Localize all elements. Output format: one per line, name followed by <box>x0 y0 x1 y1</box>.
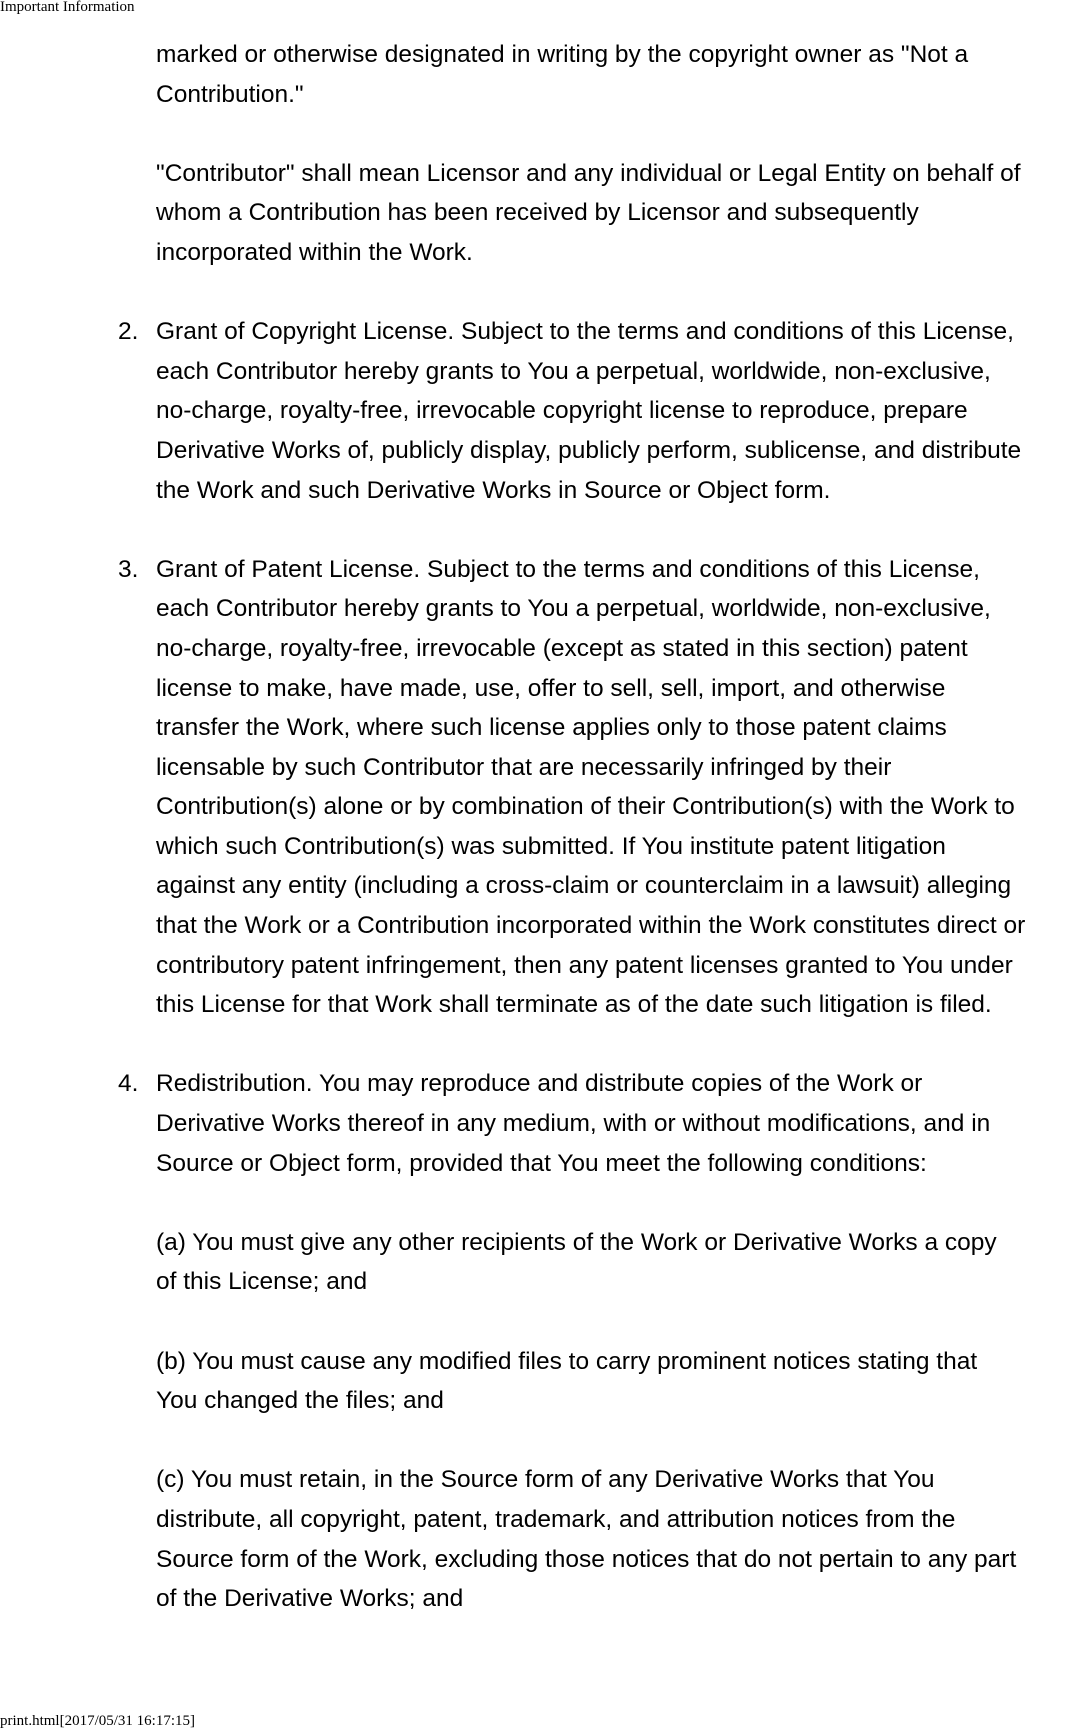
text-line: no-charge, royalty-free, irrevocable copyright license to reproduce, prepare <box>156 397 968 425</box>
section-patent-license <box>118 550 1092 1025</box>
condition-c <box>156 1460 1092 1618</box>
text-line: against any entity (including a cross-claim or counterclaim in a lawsuit) alleging <box>156 872 1012 900</box>
text-line: each Contributor hereby grants to You a perpetual, worldwide, non-exclusive, <box>156 357 991 385</box>
contributor-definition <box>156 154 1092 273</box>
condition-b <box>156 1342 1092 1421</box>
text-line: You changed the files; and <box>156 1387 444 1415</box>
text-line: the Work and such Derivative Works in Source or Object form. <box>156 476 831 504</box>
text-line: Contribution(s) alone or by combination of their Contribution(s) with the Work to <box>156 793 1015 821</box>
page-footer-source: print.html[2017/05/31 16:17:15] <box>0 1713 195 1729</box>
text-line: no-charge, royalty-free, irrevocable (except as stated in this section) patent <box>156 634 968 662</box>
list-number: 4. <box>118 1070 139 1098</box>
text-line: (b) You must cause any modified files to carry prominent notices stating that <box>156 1347 978 1375</box>
condition-a <box>156 1223 1092 1302</box>
text-line: of the Derivative Works; and <box>156 1585 464 1613</box>
text-line: incorporated within the Work. <box>156 238 473 266</box>
text-line: Derivative Works of, publicly display, publicly perform, sublicense, and distribute <box>156 436 1022 464</box>
text-line: distribute, all copyright, patent, trademark, and attribution notices from the <box>156 1505 956 1533</box>
text-line: Grant of Patent License. Subject to the terms and conditions of this License, <box>156 555 980 583</box>
text-line: "Contributor" shall mean Licensor and any individual or Legal Entity on behalf of <box>156 159 1021 187</box>
text-line: license to make, have made, use, offer to sell, sell, import, and otherwise <box>156 674 946 702</box>
text-line: this License for that Work shall terminate as of the date such litigation is filed. <box>156 991 992 1019</box>
text-line: transfer the Work, where such license applies only to those patent claims <box>156 714 947 742</box>
list-number: 2. <box>118 318 139 346</box>
text-line: (c) You must retain, in the Source form of any Derivative Works that You <box>156 1466 935 1494</box>
text-line: whom a Contribution has been received by Licensor and subsequently <box>156 199 919 227</box>
text-line: Source form of the Work, excluding those notices that do not pertain to any part <box>156 1545 1017 1573</box>
text-line: of this License; and <box>156 1268 368 1296</box>
text-line: Source or Object form, provided that You meet the following conditions: <box>156 1149 927 1177</box>
text-line: marked or otherwise designated in writing by the copyright owner as "Not a <box>156 41 969 68</box>
text-line: (a) You must give any other recipients of the Work or Derivative Works a copy <box>156 1228 997 1256</box>
section-copyright-license <box>118 312 1092 510</box>
page-header-title: Important Information <box>0 0 135 15</box>
document-body <box>118 35 1092 1658</box>
text-line: contributory patent infringement, then any patent licenses granted to You under <box>156 951 1013 979</box>
text-line: each Contributor hereby grants to You a perpetual, worldwide, non-exclusive, <box>156 595 991 623</box>
list-number: 3. <box>118 555 139 583</box>
text-line: which such Contribution(s) was submitted. If You institute patent litigation <box>156 832 946 860</box>
text-line: Grant of Copyright License. Subject to the terms and conditions of this License, <box>156 318 1014 346</box>
intro-paragraph <box>156 35 1092 114</box>
text-line: that the Work or a Contribution incorporated within the Work constitutes direct or <box>156 912 1026 940</box>
section-redistribution <box>118 1064 1092 1183</box>
text-line: Contribution." <box>156 80 304 108</box>
text-line: licensable by such Contributor that are necessarily infringed by their <box>156 753 892 781</box>
text-line: Redistribution. You may reproduce and distribute copies of the Work or <box>156 1070 923 1098</box>
text-line: Derivative Works thereof in any medium, with or without modifications, and in <box>156 1110 991 1138</box>
